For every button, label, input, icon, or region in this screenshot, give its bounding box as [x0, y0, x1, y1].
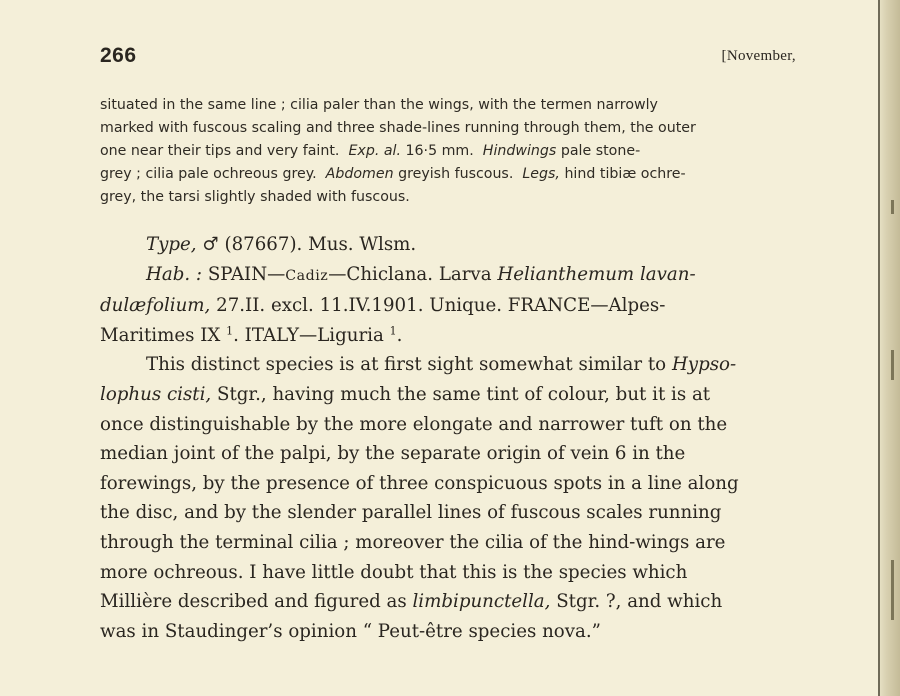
footnote-ref: 1 — [389, 324, 397, 338]
paragraph-line: was in Staudinger’s opinion “ Peut-être species nova.” — [100, 620, 601, 642]
text-segment: grey ; cilia pale ochreous grey. — [100, 166, 317, 182]
text-segment: . ITALY—Liguria — [233, 324, 384, 346]
type-detail: (87667). Mus. Wlsm. — [224, 234, 417, 255]
main-text-block — [100, 230, 806, 646]
text-segment: Maritimes IX — [100, 324, 221, 346]
paragraph-line: once distinguishable by the more elongate and narrower tuft on the — [100, 413, 728, 435]
text-segment: —Chiclana. Larva — [328, 263, 492, 285]
running-head: [November, — [721, 48, 796, 64]
text-segment: 16·5 mm. — [405, 143, 474, 159]
text-segment: hind tibiæ ochre- — [564, 166, 686, 182]
page-number: 266 — [100, 44, 137, 67]
male-symbol: ♂ — [202, 234, 219, 255]
text-segment: greyish fuscous. — [398, 166, 514, 182]
habitat-line — [100, 260, 806, 292]
plant-name: dulæfolium, — [100, 295, 211, 317]
type-line — [100, 230, 806, 260]
species-name: lophus cisti, — [100, 383, 212, 405]
species-name: Hypso- — [671, 354, 737, 376]
locality-small-caps: Cadiz — [285, 267, 329, 284]
paragraph-line: the disc, and by the slender parallel lines of fuscous scales running — [100, 502, 722, 524]
paragraph-line — [100, 587, 806, 617]
italic-term: Legs, — [522, 166, 560, 182]
text-segment: Stgr. ?, and which — [556, 591, 723, 613]
edge-mark — [891, 560, 894, 620]
habitat-label: Hab. : — [146, 263, 203, 285]
text-segment: pale stone- — [560, 143, 641, 159]
text-segment: . — [396, 324, 403, 346]
edge-mark — [891, 200, 894, 214]
text-segment: Millière described and figured as — [100, 591, 407, 613]
text-segment: one near their tips and very faint. — [100, 143, 340, 159]
plant-name: Helianthemum lavan- — [497, 263, 696, 285]
paragraph-line: through the terminal cilia ; moreover the cilia of the hind-wings are — [100, 531, 726, 553]
species-name: limbipunctella, — [412, 591, 551, 613]
binding-line — [878, 0, 880, 696]
italic-term: Exp. al. — [348, 143, 401, 159]
text-line — [100, 140, 806, 163]
paragraph-line — [100, 380, 806, 410]
edge-mark — [891, 350, 894, 380]
paragraph-line — [100, 350, 806, 380]
text-line: situated in the same line ; cilia paler than the wings, with the termen narrowly — [100, 97, 658, 113]
text-segment: SPAIN— — [207, 263, 286, 285]
type-label: Type, — [146, 234, 197, 255]
text-line: marked with fuscous scaling and three shade-lines running through them, the outer — [100, 120, 696, 136]
paragraph-line: median joint of the palpi, by the separate origin of vein 6 in the — [100, 443, 686, 465]
text-segment: This distinct species is at first sight somewhat similar to — [146, 354, 667, 376]
page-header — [100, 44, 796, 74]
text-segment: Stgr., having much the same tint of colour, but it is at — [217, 383, 711, 405]
text-line — [100, 163, 806, 186]
description-block — [100, 94, 806, 209]
text-line: grey, the tarsi slightly shaded with fuscous. — [100, 189, 410, 205]
paragraph-line: more ochreous. I have little doubt that this is the species which — [100, 561, 688, 583]
italic-term: Hindwings — [482, 143, 557, 159]
habitat-line — [100, 291, 806, 321]
italic-term: Abdomen — [325, 166, 394, 182]
habitat-line — [100, 321, 806, 351]
text-segment: 27.II. excl. 11.IV.1901. Unique. FRANCE—Alpes- — [216, 295, 666, 317]
footnote-ref: 1 — [226, 324, 234, 338]
page-edge — [878, 0, 900, 696]
paragraph-line: forewings, by the presence of three conspicuous spots in a line along — [100, 472, 739, 494]
